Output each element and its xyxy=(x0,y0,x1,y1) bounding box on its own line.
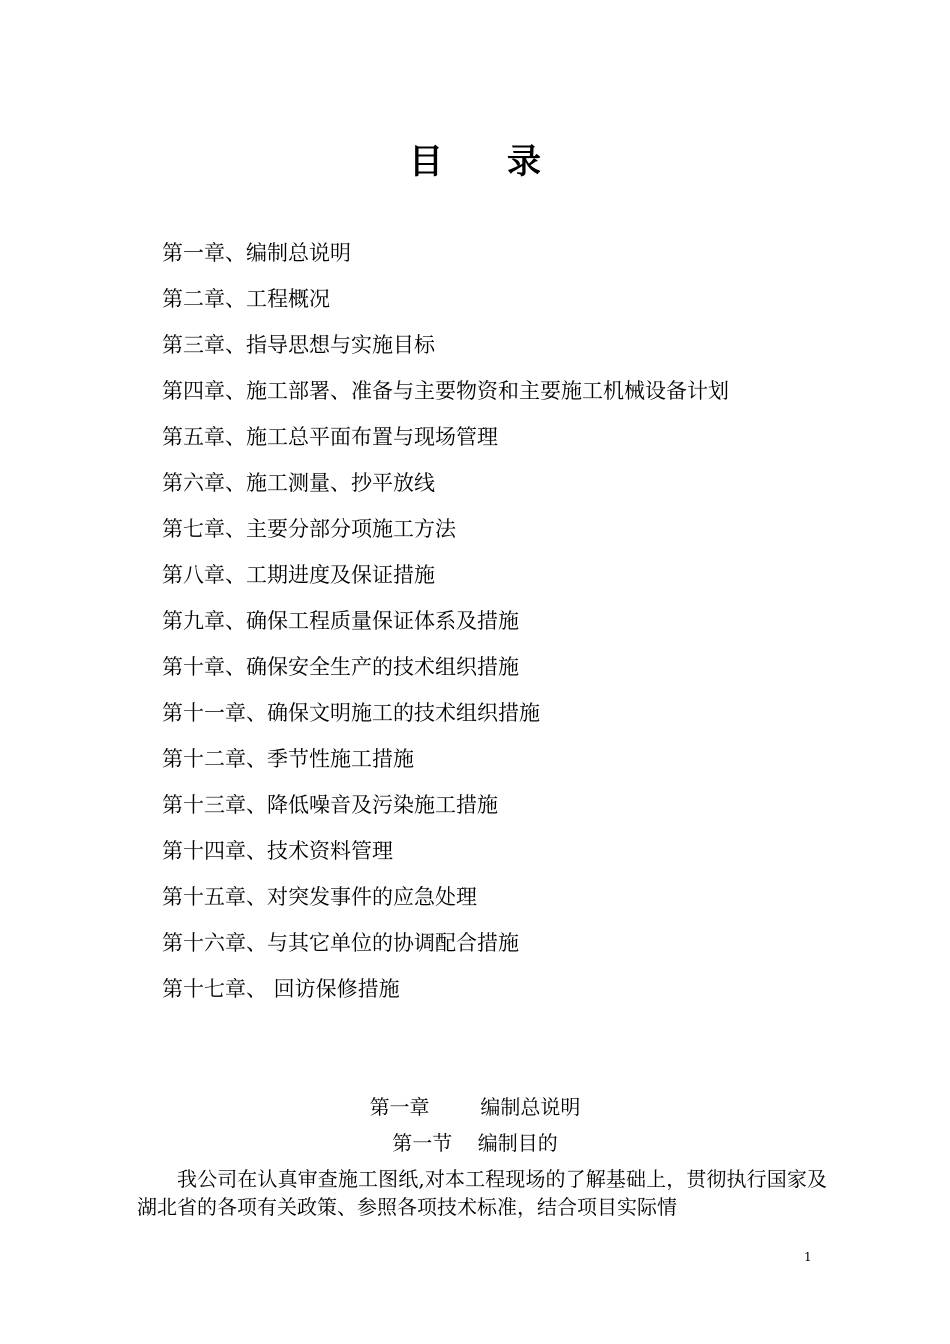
section-heading: 第一节 编制目的 xyxy=(392,1131,558,1155)
toc-item: 第九章、确保工程质量保证体系及措施 xyxy=(162,609,519,633)
toc-item: 第十二章、季节性施工措施 xyxy=(162,747,414,771)
toc-title: 目录 xyxy=(409,142,605,182)
toc-item: 第八章、工期进度及保证措施 xyxy=(162,563,435,587)
toc-item: 第十六章、与其它单位的协调配合措施 xyxy=(162,931,519,955)
chapter-heading: 第一章 编制总说明 xyxy=(369,1095,581,1119)
toc-item: 第一章、编制总说明 xyxy=(162,241,351,265)
toc-list xyxy=(162,230,729,1012)
toc-item: 第十五章、对突发事件的应急处理 xyxy=(162,885,477,909)
page-number: 1 xyxy=(804,1250,812,1264)
toc-item: 第十章、确保安全生产的技术组织措施 xyxy=(162,655,519,679)
toc-item: 第十七章、 回访保修措施 xyxy=(162,977,400,1001)
toc-item: 第十一章、确保文明施工的技术组织措施 xyxy=(162,701,540,725)
toc-item: 第四章、施工部署、准备与主要物资和主要施工机械设备计划 xyxy=(162,379,729,403)
toc-item: 第十三章、降低噪音及污染施工措施 xyxy=(162,793,498,817)
toc-item: 第十四章、技术资料管理 xyxy=(162,839,393,863)
toc-item: 第二章、工程概况 xyxy=(162,287,330,311)
toc-item: 第七章、主要分部分项施工方法 xyxy=(162,517,456,541)
toc-item: 第三章、指导思想与实施目标 xyxy=(162,333,435,357)
body-paragraph: 我公司在认真审查施工图纸,对本工程现场的了解基础上，贯彻执行国家及湖北省的各项有关政策、参照各项技术标准，结合项目实际情 xyxy=(137,1167,827,1219)
toc-item: 第六章、施工测量、抄平放线 xyxy=(162,471,435,495)
toc-item: 第五章、施工总平面布置与现场管理 xyxy=(162,425,498,449)
